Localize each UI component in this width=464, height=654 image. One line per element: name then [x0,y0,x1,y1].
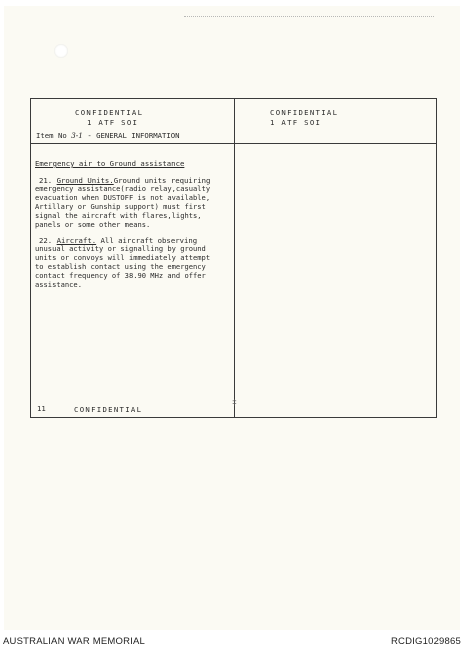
page-number: 11 [37,404,46,413]
header-divider [31,143,436,144]
form-box [30,98,437,418]
top-edge-marks [184,16,434,21]
left-classification: CONFIDENTIAL [75,108,144,117]
para22-body: unusual activity or signalling by ground units or convoys will immediately attempt to establish contact using the emergency contact frequency of 38.90 MHz and offer assistance. [35,244,211,289]
item-title: - GENERAL INFORMATION [82,131,180,140]
left-unit: 1 ATF SOI [87,118,139,127]
right-classification: CONFIDENTIAL [270,108,339,117]
item-prefix: Item No [36,131,72,140]
column-divider [234,99,235,417]
punch-hole [54,44,68,58]
para21-heading: Ground Units. [56,176,114,185]
para21-body: emergency assistance(radio relay,casualty evacuation when DUSTOFF is not available, Artillary or Gunship support) must first signal the aircraft with flares,lights, panels or some other means. [35,184,211,229]
section-heading: Emergency air to Ground assistance [35,159,185,168]
fold-mark: ‡ [232,398,237,407]
right-unit: 1 ATF SOI [270,118,322,127]
para22-heading: Aircraft. [56,236,97,245]
item-line [36,131,180,140]
document-page [4,6,460,630]
footer-record-id: RCDIG1029865 [391,636,461,647]
para21-body-first: Ground units requiring [113,176,211,185]
para22-body-first: All aircraft observing [96,236,198,245]
para22-number: 22. [39,236,53,245]
bottom-classification: CONFIDENTIAL [74,405,143,414]
para21-number: 21. [39,176,53,185]
item-number: 3-1 [71,131,83,140]
footer-institution: AUSTRALIAN WAR MEMORIAL [3,636,146,647]
